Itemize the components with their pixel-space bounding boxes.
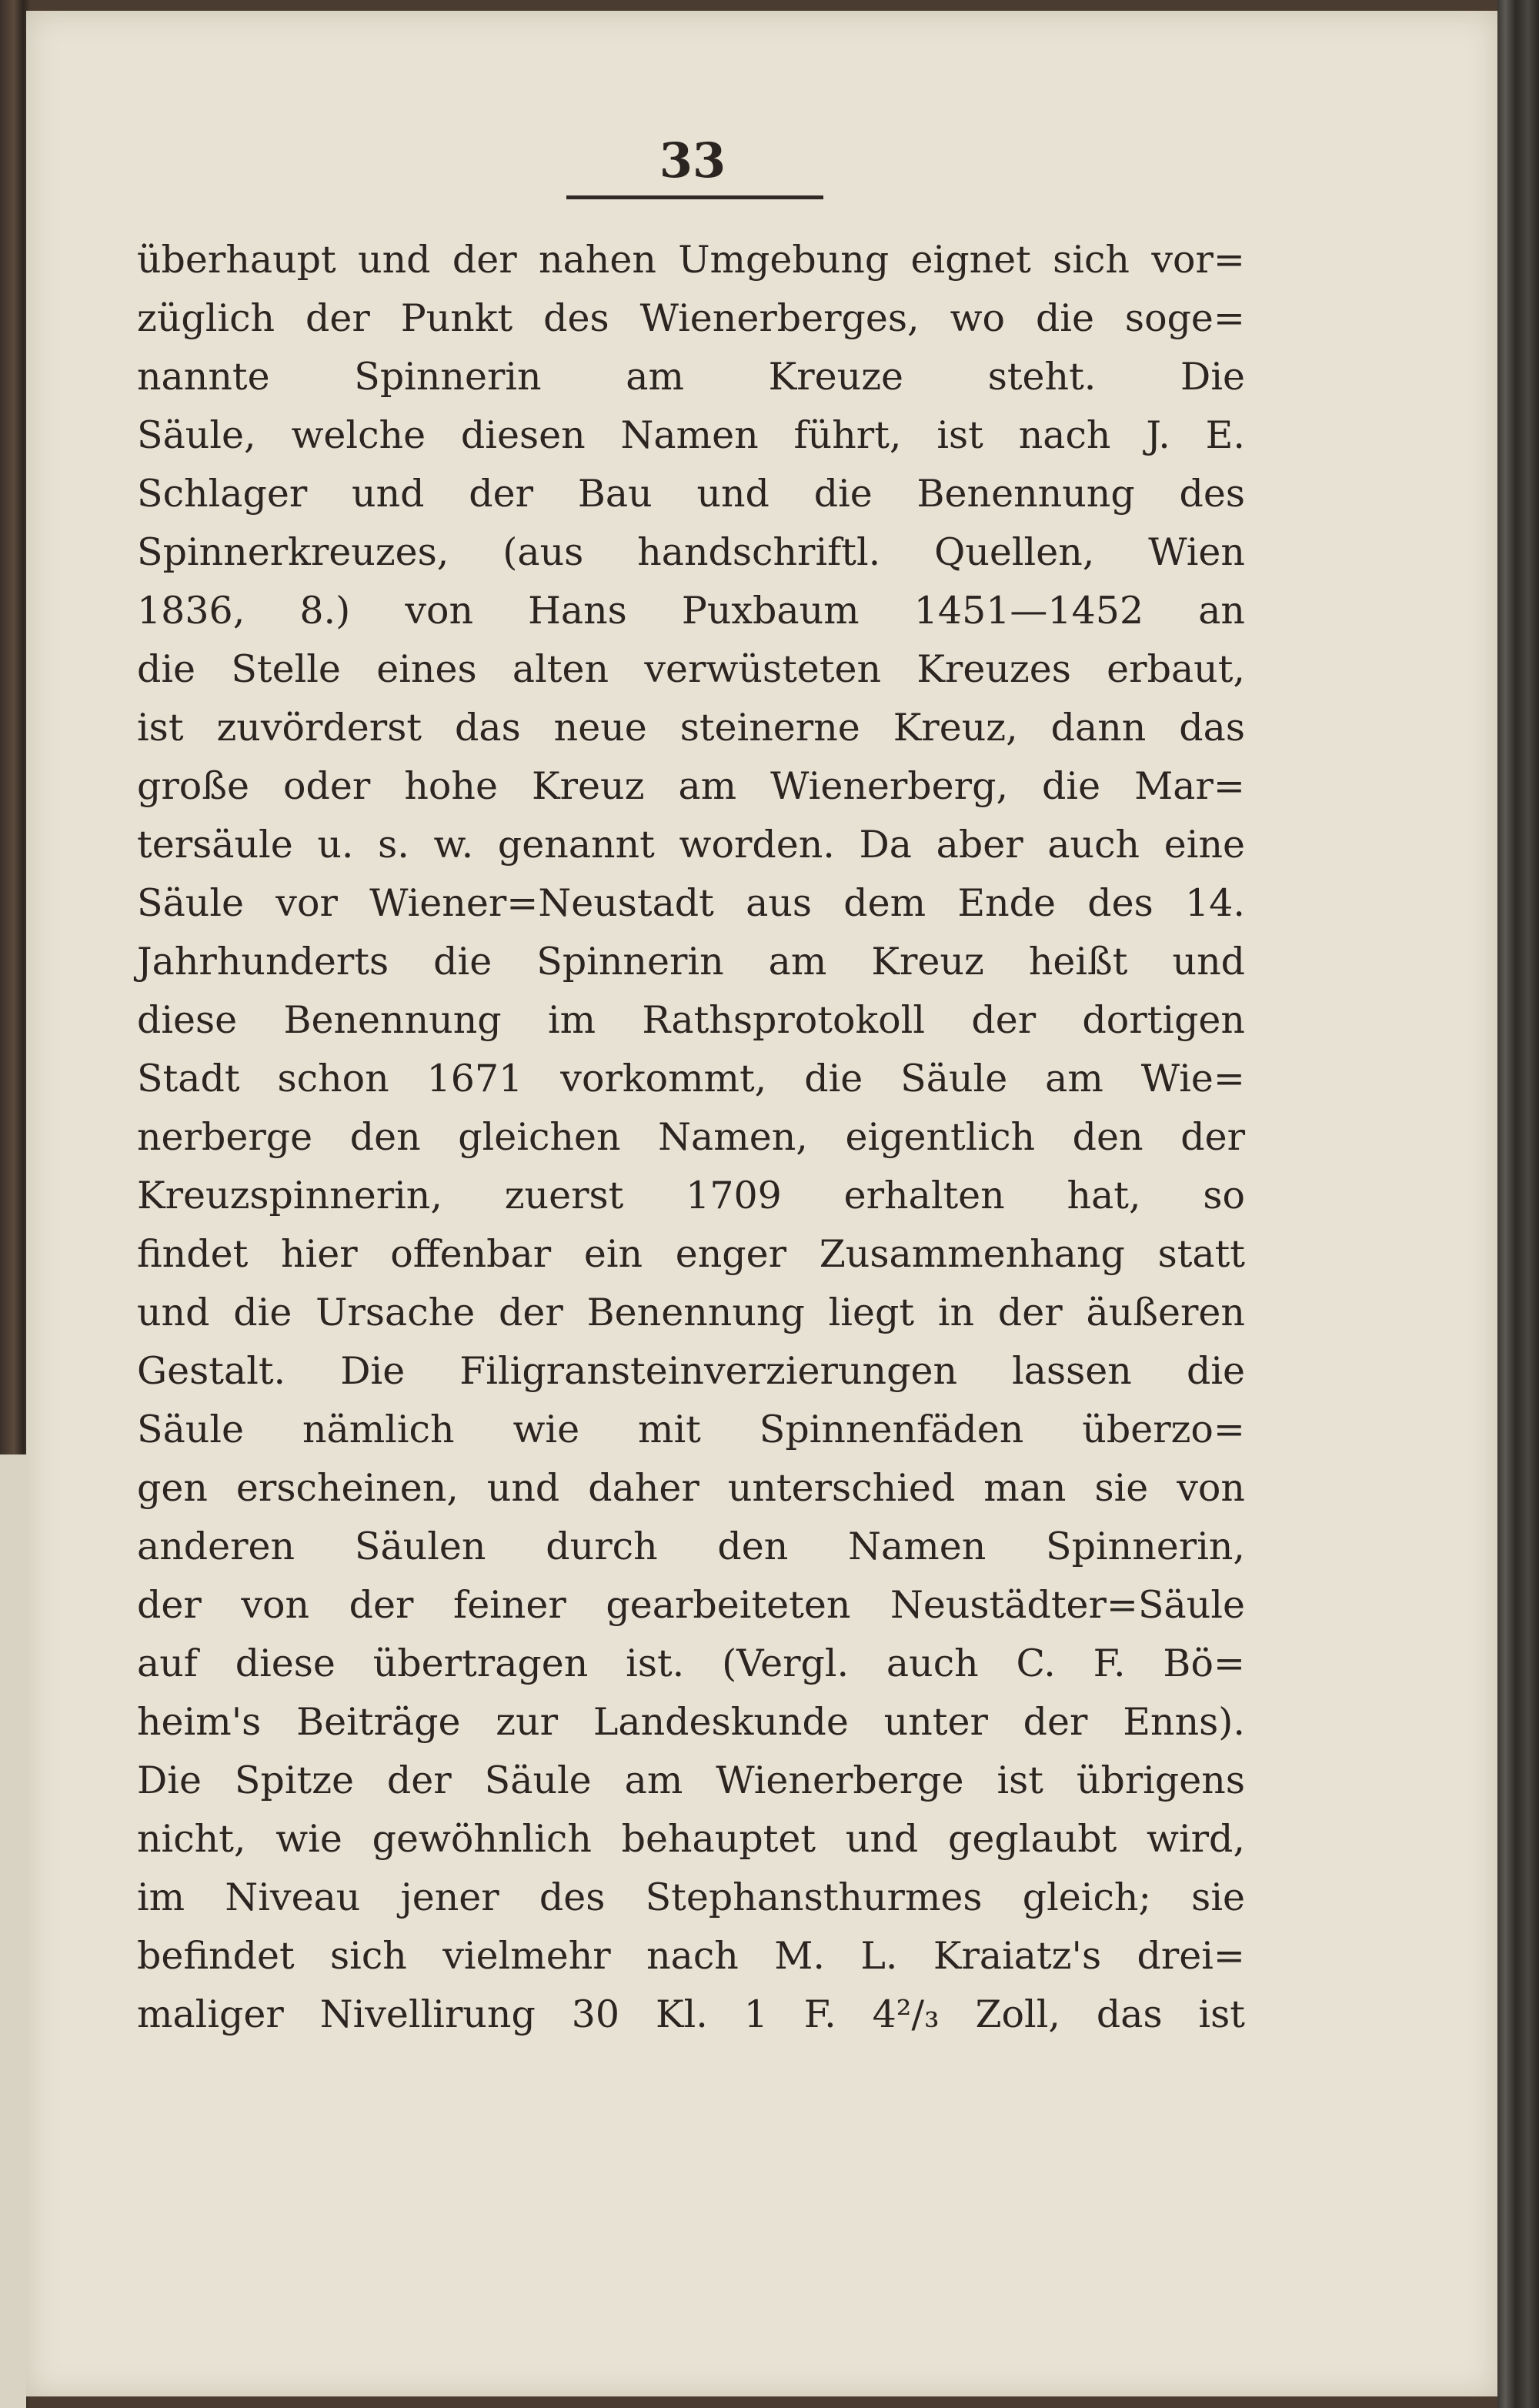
text-line: befindet sich vielmehr nach M. L. Kraiatz's drei=: [137, 1934, 1245, 1978]
text-line: gen erscheinen, und daher unterschied man sie von: [137, 1466, 1245, 1510]
text-line: nerberge den gleichen Namen, eigentlich den der: [137, 1115, 1245, 1159]
text-line: und die Ursache der Benennung liegt in der äußeren: [137, 1291, 1245, 1334]
text-line: Säule vor Wiener=Neustadt aus dem Ende des 14.: [137, 881, 1245, 925]
text-line: Gestalt. Die Filigransteinverzierungen lassen die: [137, 1349, 1245, 1393]
text-line: Säule, welche diesen Namen führt, ist nach J. E.: [137, 413, 1245, 457]
text-line: große oder hohe Kreuz am Wienerberg, die Mar=: [137, 764, 1245, 808]
text-line: Die Spitze der Säule am Wienerberge ist übrigens: [137, 1758, 1245, 1802]
text-line: die Stelle eines alten verwüsteten Kreuzes erbaut,: [137, 647, 1245, 691]
text-line: diese Benennung im Rathsprotokoll der dortigen: [137, 998, 1245, 1042]
text-line: anderen Säulen durch den Namen Spinnerin,: [137, 1525, 1245, 1568]
text-line: Stadt schon 1671 vorkommt, die Säule am Wie=: [137, 1057, 1245, 1100]
text-line: nannte Spinnerin am Kreuze steht. Die: [137, 355, 1245, 399]
text-line: Schlager und der Bau und die Benennung des: [137, 472, 1245, 516]
text-line: Säule nämlich wie mit Spinnenfäden überzo=: [137, 1408, 1245, 1451]
page-number: 33: [659, 132, 726, 189]
text-line: 1836, 8.) von Hans Puxbaum 1451—1452 an: [137, 589, 1245, 633]
text-line: auf diese übertragen ist. (Vergl. auch C. F. Bö=: [137, 1642, 1245, 1685]
text-line: züglich der Punkt des Wienerberges, wo die soge=: [137, 296, 1245, 340]
text-line: überhaupt und der nahen Umgebung eignet sich vor=: [137, 238, 1245, 282]
text-line: Spinnerkreuzes, (aus handschriftl. Quellen, Wien: [137, 530, 1245, 574]
text-line: heim's Beiträge zur Landeskunde unter der Enns).: [137, 1700, 1245, 1744]
text-line: ist zuvörderst das neue steinerne Kreuz, dann das: [137, 706, 1245, 750]
text-line: Jahrhunderts die Spinnerin am Kreuz heißt und: [137, 940, 1245, 984]
text-line: findet hier offenbar ein enger Zusammenhang statt: [137, 1232, 1245, 1276]
adjacent-page-strip: [0, 1454, 26, 2408]
body-text: [137, 231, 1245, 2044]
book-edge: [1497, 0, 1539, 2408]
header-rule: [566, 195, 823, 199]
text-line: der von der feiner gearbeiteten Neustädter=Säule: [137, 1583, 1245, 1627]
text-line: maliger Nivellirung 30 Kl. 1 F. 4²/₃ Zoll, das ist: [137, 1992, 1245, 2036]
text-line: nicht, wie gewöhnlich behauptet und geglaubt wird,: [137, 1817, 1245, 1861]
text-line: tersäule u. s. w. genannt worden. Da aber auch eine: [137, 823, 1245, 867]
text-line: Kreuzspinnerin, zuerst 1709 erhalten hat, so: [137, 1174, 1245, 1217]
text-line: im Niveau jener des Stephansthurmes gleich; sie: [137, 1875, 1245, 1919]
